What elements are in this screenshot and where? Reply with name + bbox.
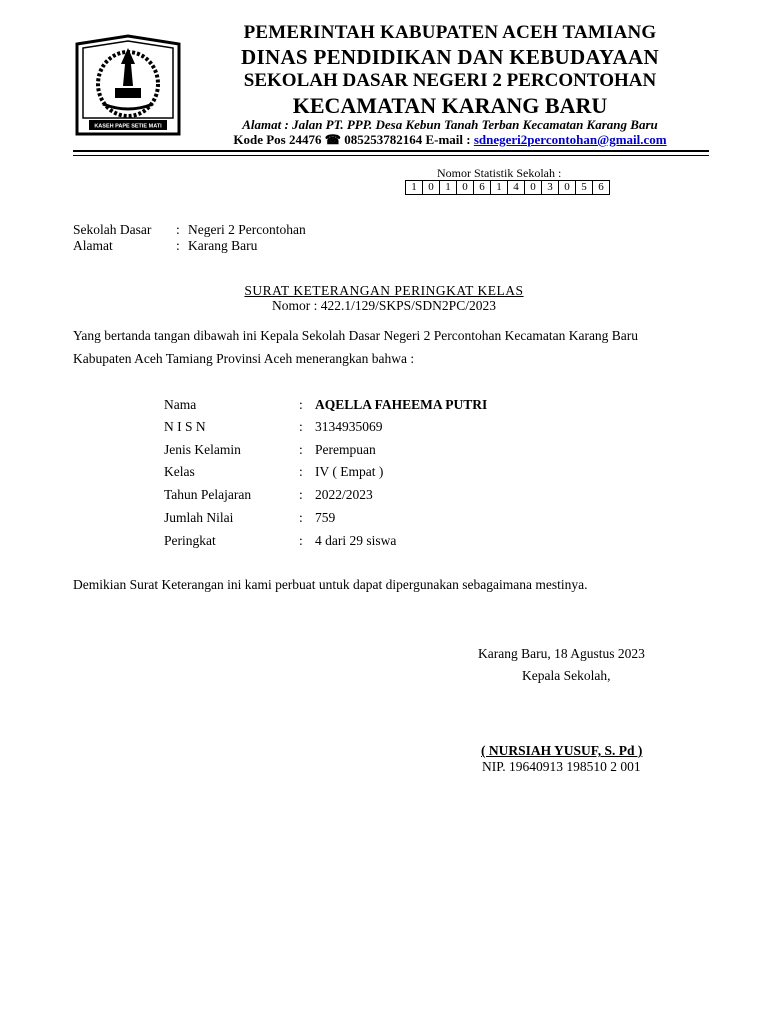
school-name-value: Negeri 2 Percontohan [188,222,306,237]
nss-digit: 0 [525,181,542,195]
nss-digit: 3 [542,181,559,195]
phone-number: 085253782164 [344,132,423,147]
colon: : [299,464,303,479]
email-link[interactable]: sdnegeri2percontohan@gmail.com [473,132,667,147]
header-contact [190,132,710,148]
field-value-total-score: 759 [315,510,336,525]
signer-nip: NIP. 19640913 198510 2 001 [482,759,641,774]
header-district: KECAMATAN KARANG BARU [292,93,608,118]
nss-digit: 4 [508,181,525,195]
nss-digit: 1 [440,181,457,195]
field-value-school-year: 2022/2023 [315,487,373,502]
header-department: DINAS PENDIDIKAN DAN KEBUDAYAAN [241,45,659,69]
field-value-nisn: 3134935069 [315,419,383,434]
closing-statement: Demikian Surat Keterangan ini kami perbuat untuk dapat dipergunakan sebagaimana mestinya. [73,577,588,592]
signer-name: ( NURSIAH YUSUF, S. Pd ) [481,743,643,758]
colon: : [299,487,303,502]
nss-digit: 0 [457,181,474,195]
colon: : [176,222,180,237]
colon: : [176,238,180,253]
field-value-name: AQELLA FAHEEMA PUTRI [315,397,488,412]
field-value-gender: Perempuan [315,442,376,457]
nss-digit: 1 [491,181,508,195]
signer-position: Kepala Sekolah, [522,668,611,683]
field-label-class: Kelas [164,464,195,479]
phone-icon: ☎ [324,132,341,147]
nss-digit: 0 [559,181,576,195]
field-label-gender: Jenis Kelamin [164,442,241,457]
colon: : [299,397,303,412]
nss-digit: 6 [593,181,610,195]
field-label-total-score: Jumlah Nilai [164,510,234,525]
field-label-nisn: N I S N [164,419,206,434]
nss-digit: 1 [406,181,423,195]
nss-digit-table [405,180,610,195]
letter-number: Nomor : 422.1/129/SKPS/SDN2PC/2023 [272,298,496,313]
colon: : [299,442,303,457]
intro-line-1: Yang bertanda tangan dibawah ini Kepala Sekolah Dasar Negeri 2 Percontohan Kecamatan Karang Baru [73,328,639,343]
header-government: PEMERINTAH KABUPATEN ACEH TAMIANG [243,22,657,43]
field-value-class: IV ( Empat ) [315,464,384,479]
colon: : [299,510,303,525]
school-name-label: Sekolah Dasar [73,222,152,237]
field-label-name: Nama [164,397,197,412]
letter-title: SURAT KETERANGAN PERINGKAT KELAS [244,283,524,298]
nss-digit: 0 [423,181,440,195]
school-address-value: Karang Baru [188,238,258,253]
place-date: Karang Baru, 18 Agustus 2023 [478,646,645,661]
intro-line-2: Kabupaten Aceh Tamiang Provinsi Aceh menerangkan bahwa : [73,351,415,366]
field-value-rank: 4 dari 29 siswa [315,533,397,548]
colon: : [299,533,303,548]
nss-digit: 5 [576,181,593,195]
header-divider-thin [73,155,709,156]
nss-label: Nomor Statistik Sekolah : [437,166,562,180]
nss-digit: 6 [474,181,491,195]
regency-emblem-logo [73,34,183,136]
header-divider-thick [73,150,709,152]
header-address: Alamat : Jalan PT. PPP. Desa Kebun Tanah Terban Kecamatan Karang Baru [242,117,658,132]
logo-motto: KASEH PAPE SETIE MATI [94,123,162,130]
field-label-rank: Peringkat [164,533,216,548]
field-label-school-year: Tahun Pelajaran [164,487,252,502]
header-school: SEKOLAH DASAR NEGERI 2 PERCONTOHAN [243,70,657,91]
colon: : [299,419,303,434]
school-address-label: Alamat [73,238,113,253]
postal-code: Kode Pos 24476 [233,132,322,147]
email-label: E-mail : [425,132,471,147]
